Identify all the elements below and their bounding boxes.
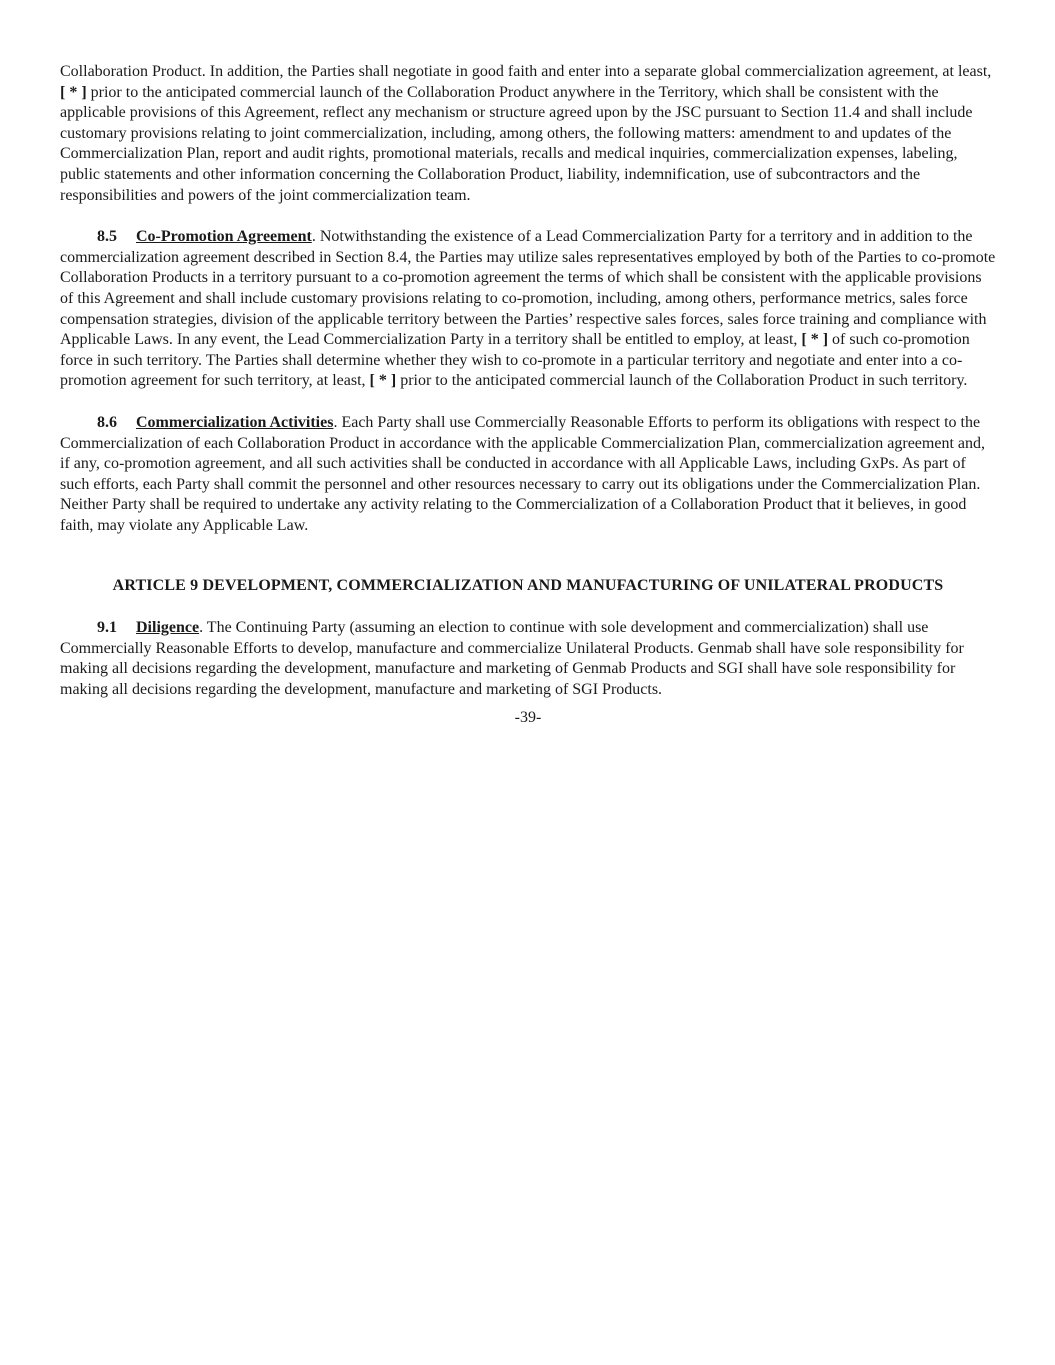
paragraph-continued bbox=[60, 62, 996, 206]
section-text: prior to the anticipated commercial launch of the Collaboration Product in such territory. bbox=[396, 372, 968, 390]
redaction-marker: [ * ] bbox=[369, 372, 397, 390]
redaction-marker: [ * ] bbox=[60, 83, 87, 101]
article-heading: ARTICLE 9 DEVELOPMENT, COMMERCIALIZATION AND MANUFACTURING OF UNILATERAL PRODUCTS bbox=[112, 577, 944, 595]
section-title: Diligence bbox=[136, 619, 200, 637]
section-number: 8.6 bbox=[97, 413, 117, 431]
paragraph-text: Collaboration Product. In addition, the Parties shall negotiate in good faith and enter into a separate global commercialization agreement, at least, bbox=[60, 63, 992, 80]
redaction-marker: [ * ] bbox=[801, 331, 829, 349]
section-9-1 bbox=[60, 618, 996, 700]
section-text: . The Continuing Party (assuming an election to continue with sole development and commercialization) shall use Commercially Reasonable Efforts to develop, manufacture and commercialize Unilateral Products. Genmab shall have sole responsibility for making all decisions regarding the development, manufacture and marketing of Genmab Products and SGI shall have sole responsibility for making all decisions regarding the development, manufacture and marketing of SGI Products. bbox=[60, 619, 964, 698]
section-text: . Each Party shall use Commercially Reasonable Efforts to perform its obligations with respect to the Commercialization of each Collaboration Product in accordance with the applicable Commercialization Plan, commercialization agreement and, if any, co-promotion agreement, and all such activities shall be conducted in accordance with all Applicable Laws, including GxPs. As part of such efforts, each Party shall commit the personnel and other resources necessary to carry out its obligations under the Commercialization Plan. Neither Party shall be required to undertake any activity relating to the Commercialization of a Collaboration Product that it believes, in good faith, may violate any Applicable Law. bbox=[60, 413, 985, 534]
section-8-5 bbox=[60, 227, 996, 392]
document-page bbox=[60, 62, 996, 729]
section-title: Co-Promotion Agreement bbox=[136, 228, 312, 246]
section-8-6 bbox=[60, 413, 996, 537]
section-number: 8.5 bbox=[97, 228, 117, 246]
section-title: Commercialization Activities bbox=[136, 413, 334, 431]
section-text: . Notwithstanding the existence of a Lead Commercialization Party for a territory and in addition to the commercialization agreement described in Section 8.4, the Parties may utilize sales representatives employed by both of the Parties to co-promote Collaboration Products in a territory pursuant to a co-promotion agreement the terms of which shall be consistent with the applicable provisions of this Agreement and shall include customary provisions relating to co-promotion, including, among others, performance metrics, sales force compensation strategies, division of the applicable territory between the Parties’ respective sales forces, sales force training and compliance with Applicable Laws. In any event, the Lead Commercialization Party in a territory shall be entitled to employ, at least, bbox=[60, 228, 996, 349]
paragraph-text: prior to the anticipated commercial launch of the Collaboration Product anywhere in the Territory, which shall be consistent with the applicable provisions of this Agreement, reflect any mechanism or structure agreed upon by the JSC pursuant to Section 11.4 and shall include customary provisions relating to joint commercialization, including, among others, the following matters: amendment to and updates of the Commercialization Plan, report and audit rights, promotional materials, recalls and medical inquiries, commercialization expenses, labeling, public statements and other information concerning the Collaboration Product, liability, indemnification, use of subcontractors and the responsibilities and powers of the joint commercialization team. bbox=[60, 83, 973, 204]
section-text: of such co-promotion force in such territory. The Parties shall determine whether they wish to co-promote in a particular territory and negotiate and enter into a co-promotion agreement for such territory, at least, bbox=[60, 331, 970, 390]
page-number: -39- bbox=[514, 709, 542, 727]
section-number: 9.1 bbox=[97, 619, 117, 637]
